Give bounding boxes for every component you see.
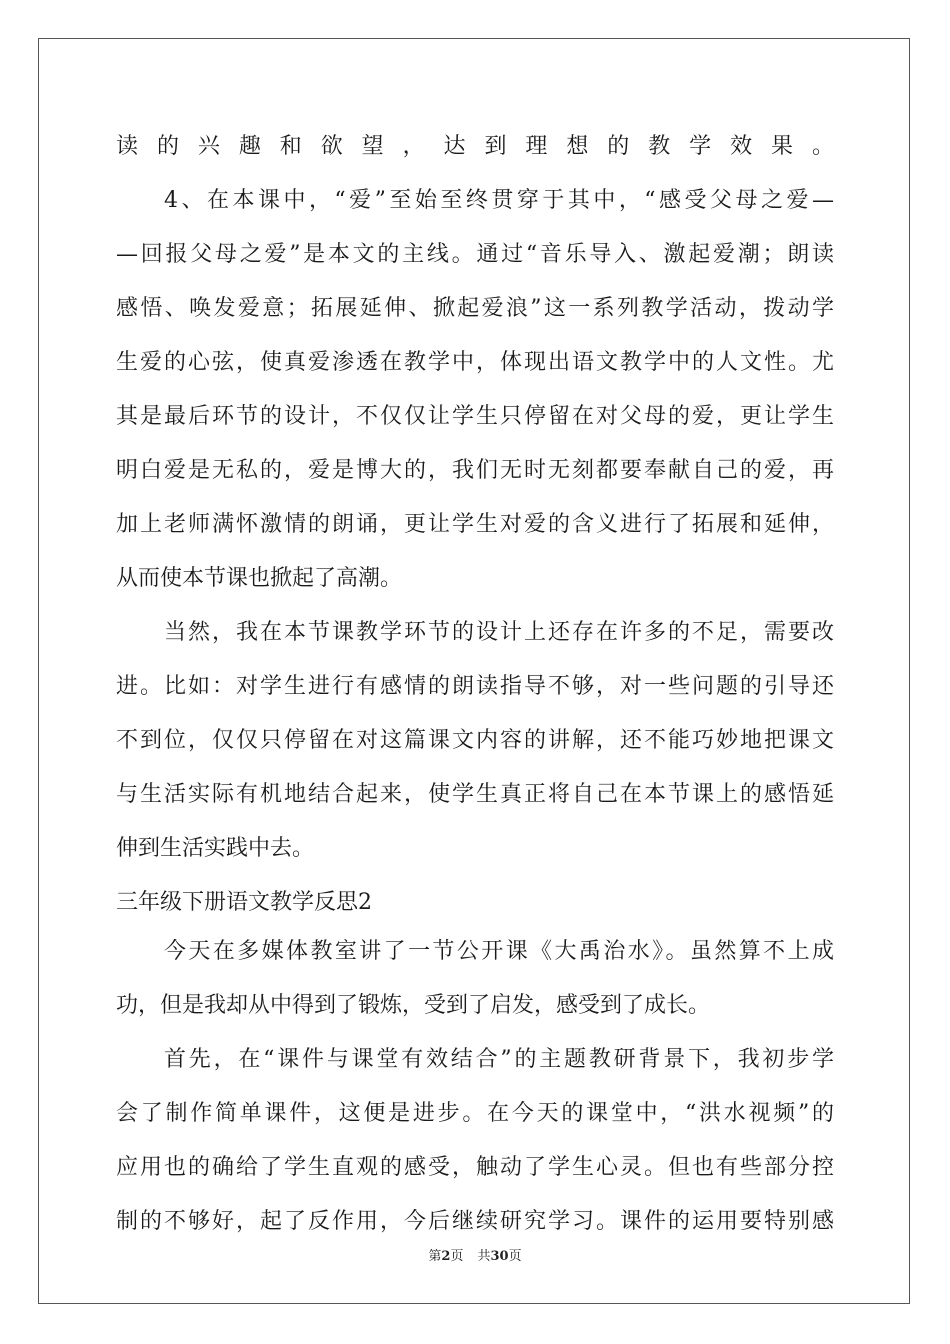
page-number: 2 (441, 1249, 451, 1264)
paragraph-line: 加上老师满怀激情的朗诵，更让学生对爱的含义进行了拓展和延伸， (116, 512, 834, 537)
paragraph-line: 生爱的心弦，使真爱渗透在教学中，体现出语文教学中的人文性。尤 (116, 350, 834, 375)
paragraph-line: 其是最后环节的设计，不仅仅让学生只停留在对父母的爱，更让学生 (116, 404, 834, 429)
paragraph-line: 应用也的确给了学生直观的感受，触动了学生心灵。但也有些部分控 (116, 1155, 834, 1180)
page-footer (0, 1245, 950, 1264)
section-heading: 三年级下册语文教学反思2 (116, 890, 372, 915)
document-body (116, 127, 834, 1256)
paragraph-line: 从而使本节课也掀起了高潮。 (116, 566, 403, 591)
paragraph-line: 今天在多媒体教室讲了一节公开课《大禹治水》。虽然算不上成 (164, 939, 834, 964)
total-suffix: 页 (508, 1249, 522, 1264)
paragraph-line: 明白爱是无私的，爱是博大的，我们无时无刻都要奉献自己的爱，再 (116, 458, 834, 483)
paragraph-line: 感悟、唤发爱意；拓展延伸、掀起爱浪”这一系列教学活动，拨动学 (116, 296, 834, 321)
paragraph-line: 进。比如：对学生进行有感情的朗读指导不够，对一些问题的引导还 (116, 674, 834, 699)
total-pages: 30 (490, 1249, 509, 1264)
paragraph-line: 读的兴趣和欲望，达到理想的教学效果。 (116, 134, 834, 159)
page-suffix: 页 (450, 1249, 464, 1264)
paragraph-line: 制的不够好，起了反作用，今后继续研究学习。课件的运用要特别感 (116, 1209, 834, 1234)
paragraph-line: 不到位，仅仅只停留在对这篇课文内容的讲解，还不能巧妙地把课文 (116, 728, 834, 753)
paragraph-line: 与生活实际有机地结合起来，使学生真正将自己在本节课上的感悟延 (116, 782, 834, 807)
page-prefix: 第 (428, 1249, 442, 1264)
paragraph-line: 当然，我在本节课教学环节的设计上还存在许多的不足，需要改 (164, 620, 834, 645)
total-prefix: 共 (477, 1249, 491, 1264)
paragraph-line: 4、在本课中，“爱”至始至终贯穿于其中，“感受父母之爱— (164, 188, 834, 213)
paragraph-line: 首先，在“课件与课堂有效结合”的主题教研背景下，我初步学 (164, 1047, 834, 1072)
paragraph-line: 功，但是我却从中得到了锻炼，受到了启发，感受到了成长。 (116, 993, 711, 1018)
paragraph-line: 会了制作简单课件，这便是进步。在今天的课堂中，“洪水视频”的 (116, 1101, 834, 1126)
paragraph-line: —回报父母之爱”是本文的主线。通过“音乐导入、激起爱潮；朗读 (116, 242, 834, 267)
paragraph-line: 伸到生活实践中去。 (116, 836, 315, 861)
